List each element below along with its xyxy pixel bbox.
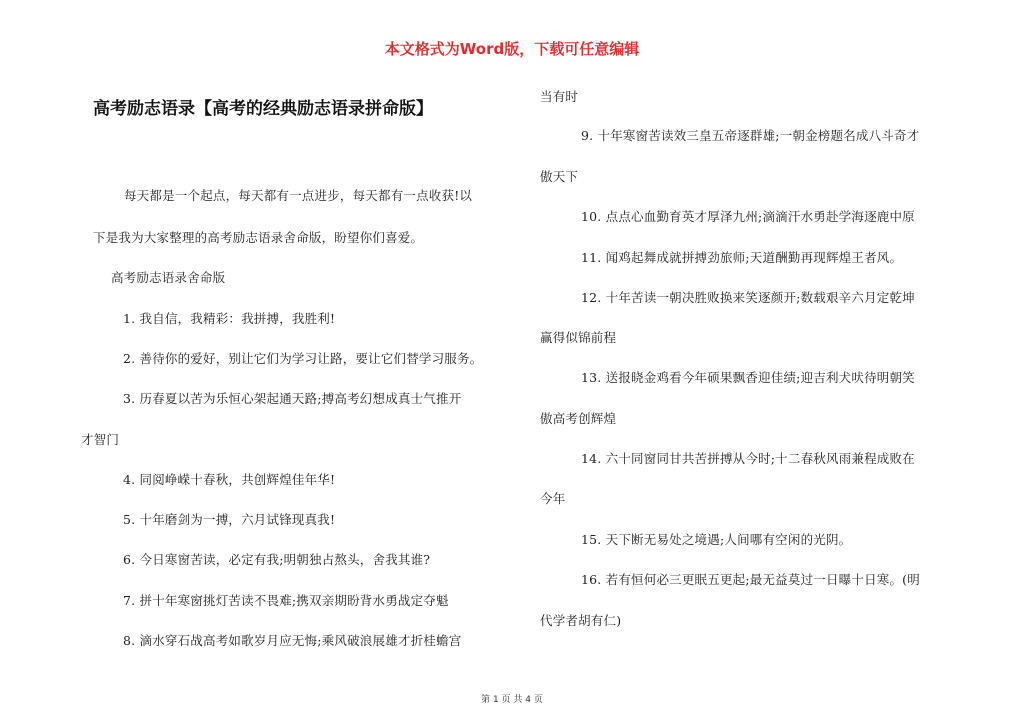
quote-3-cont: 才智门	[81, 432, 120, 447]
document-title: 高考励志语录【高考的经典励志语录拼命版】	[93, 99, 433, 119]
quote-1: 1. 我自信，我精彩：我拼搏，我胜利!	[123, 311, 336, 326]
intro-line-2: 下是我为大家整理的高考励志语录舍命版，盼望你们喜爱。	[93, 230, 424, 245]
quote-10: 10. 点点心血勤育英才厚泽九州;滴滴汗水勇赴学海逐鹿中原	[581, 209, 915, 224]
quote-12-cont: 赢得似锦前程	[540, 330, 617, 345]
quote-5: 5. 十年磨剑为一搏，六月试锋现真我!	[123, 512, 336, 527]
quote-15: 15. 天下断无易处之境遇;人间哪有空闲的光阴。	[581, 532, 852, 547]
quote-13-cont: 傲高考创辉煌	[540, 411, 617, 426]
quote-16-cont: 代学者胡有仁)	[540, 613, 622, 628]
quote-7: 7. 拼十年寒窗挑灯苦读不畏难;携双亲期盼背水勇战定夺魁	[123, 593, 449, 608]
quote-4: 4. 同阅峥嵘十春秋，共创辉煌佳年华!	[123, 472, 336, 487]
quote-11: 11. 闻鸡起舞成就拼搏劲旅师;天道酬勤再现辉煌王者风。	[581, 250, 903, 265]
quote-3: 3. 历春夏以苦为乐恒心架起通天路;搏高考幻想成真士气推开	[123, 391, 462, 406]
quote-14-cont: 今年	[540, 491, 566, 506]
quote-12: 12. 十年苦读一朝决胜败换来笑逐颜开;数载艰辛六月定乾坤	[581, 290, 915, 305]
section-heading: 高考励志语录舍命版	[111, 270, 226, 285]
quote-8: 8. 滴水穿石战高考如歌岁月应无悔;乘风破浪展雄才折桂蟾宫	[123, 633, 462, 648]
quote-14: 14. 六十同窗同甘共苦拼搏从今时;十二春秋风雨兼程成败在	[581, 451, 915, 466]
quote-8-cont: 当有时	[540, 89, 579, 104]
quote-6: 6. 今日寒窗苦读，必定有我;明朝独占熬头，舍我其谁?	[123, 552, 431, 567]
word-format-banner: 本文格式为Word版，下载可任意编辑	[384, 40, 640, 58]
quote-13: 13. 送报晓金鸡看今年硕果飘香迎佳绩;迎吉利犬吠待明朝笑	[581, 370, 915, 385]
page-number: 第 1 页 共 4 页	[481, 695, 543, 705]
intro-line-1: 每天都是一个起点，每天都有一点进步，每天都有一点收获!以	[124, 188, 473, 203]
quote-2: 2. 善待你的爱好，别让它们为学习让路，要让它们替学习服务。	[123, 351, 483, 366]
quote-9: 9. 十年寒窗苦读效三皇五帝逐群雄;一朝金榜题名成八斗奇才	[581, 128, 920, 143]
quote-9-cont: 傲天下	[540, 169, 579, 184]
quote-16: 16. 若有恒何必三更眠五更起;最无益莫过一日曝十日寒。(明	[581, 572, 920, 587]
